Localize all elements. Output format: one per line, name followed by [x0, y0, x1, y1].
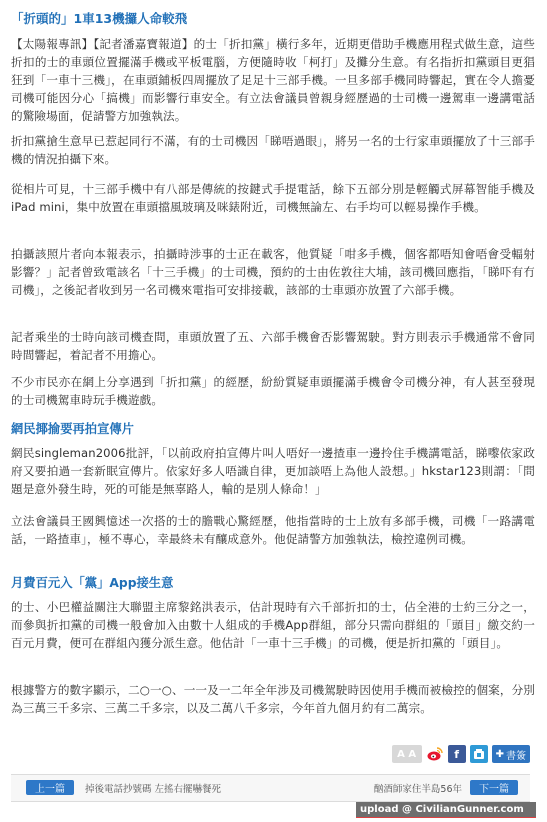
- paragraph-7: 網民singleman2006批評，「以前政府拍宣傳片叫人唔好一邊揸車一邊拎住手機講電話，睇嚟依家政府又要拍過一套新眠宣傳片。依家好多人唔識自律，更加談唔上為他人設想。」hkstar123則謂：「問題是意外發生時，死的可能是無辜路人，輸的是別人條命！」: [11, 446, 535, 496]
- paragraph-2: 折扣黨搶生意早已惹起同行不滿，有的士司機因「睇唔過眼」，將另一名的士行家車頭擺放了十三部手機的情況拍攝下來。: [11, 134, 535, 166]
- next-article-button[interactable]: 下一篇: [470, 780, 518, 795]
- prev-article-button[interactable]: 上一篇: [26, 780, 74, 795]
- article-title: 「折頭的」1車13機攞人命較飛: [11, 11, 188, 26]
- weibo-icon[interactable]: [426, 745, 444, 763]
- font-size-button[interactable]: A A: [392, 745, 422, 763]
- upload-watermark: upload @ CivilianGunner.com: [356, 802, 536, 818]
- subheading-netizens: 網民揶揄要再拍宣傳片: [11, 422, 134, 436]
- paragraph-9: 的士、小巴權益關注大聯盟主席黎銘洪表示，估計現時有六千部折扣的士，佔全港的士約三分之一，而參與折扣黨的司機一般會加入由數十人組成的手機App群組，部分只需向群組的「頭目」繳交約一百元月費，便可在群組內獲分派生意。他估計「一車十三手機」的司機，便是折扣黨的「頭目」。: [11, 600, 535, 650]
- subheading-app: 月費百元入「黨」App接生意: [11, 576, 174, 590]
- next-article-title[interactable]: 酗酒師家住半島56年: [373, 784, 462, 795]
- paragraph-10: 根據警方的數字顯示，二○一○、一一及一二年全年涉及司機駕駛時因使用手機而被檢控的個案，分別為三萬三千多宗、三萬二千多宗，以及二萬八千多宗，今年首九個月約有二萬宗。: [11, 683, 535, 715]
- bookmark-label: 書簽: [506, 750, 526, 762]
- paragraph-3: 從相片可見，十三部手機中有八部是傳統的按鍵式手提電話，餘下五部分別是輕觸式屏幕智能手機及iPad mini，集中放置在車頭擋風玻璃及咪錶附近，司機無論左、右手均可以輕易操作手機。: [11, 182, 535, 214]
- bookmark-button[interactable]: [492, 745, 530, 763]
- paragraph-6: 不少市民亦在網上分享遇到「折扣黨」的經歷，紛紛質疑車頭擺滿手機會令司機分神，有人甚至發現的士司機駕車時玩手機遊戲。: [11, 375, 535, 407]
- facebook-share-icon[interactable]: f: [448, 745, 466, 763]
- paragraph-8: 立法會議員王國興憶述一次搭的士的膽戰心驚經歷，他指當時的士上放有多部手機，司機「一路講電話，一路揸車」，極不專心，幸最終未有釀成意外。他促請警方加強執法，檢控違例司機。: [11, 514, 535, 546]
- bookmark-icon: ✚: [495, 748, 504, 760]
- article-navigation: [11, 774, 530, 802]
- paragraph-4: 拍攝該照片者向本報表示，拍攝時涉事的士正在載客，他質疑「咁多手機，個客都唔知會唔會受輻射影響？」記者曾致電該名「十三手機」的士司機，預約的士由佐敦往大埔，該司機回應指，「睇吓有冇司機」，之後記者收到另一名司機來電指可安排接載，該部的士車頭亦放置了六部手機。: [11, 247, 535, 297]
- prev-article-title[interactable]: 掉後電話抄號碼 左搖右擺嚇餐死: [85, 784, 222, 795]
- paragraph-5: 記者乘坐的士時向該司機查問，車頭放置了五、六部手機會否影響駕駛。對方則表示手機通常不會同時間響起，着記者不用擔心。: [11, 330, 535, 362]
- google-share-icon[interactable]: [470, 745, 488, 763]
- share-toolbar: [392, 744, 530, 764]
- paragraph-intro: 【太陽報專訊】【記者潘嘉寶報道】的士「折扣黨」橫行多年，近期更借助手機應用程式做生意，這些折扣的士的車頭位置擺滿手機或平板電腦，方便隨時收「柯打」及攤分生意。有名指折扣黨頭目更猖狂到「一車十三機」，在車頭鋪板四周擺放了足足十三部手機。一旦多部手機同時響起，實在令人擔憂司機可能因分心「搞機」而影響行車安全。有立法會議員曾親身經歷過的士司機一邊駕車一邊講電話的驚險場面，促請警方加強執法。: [11, 37, 535, 123]
